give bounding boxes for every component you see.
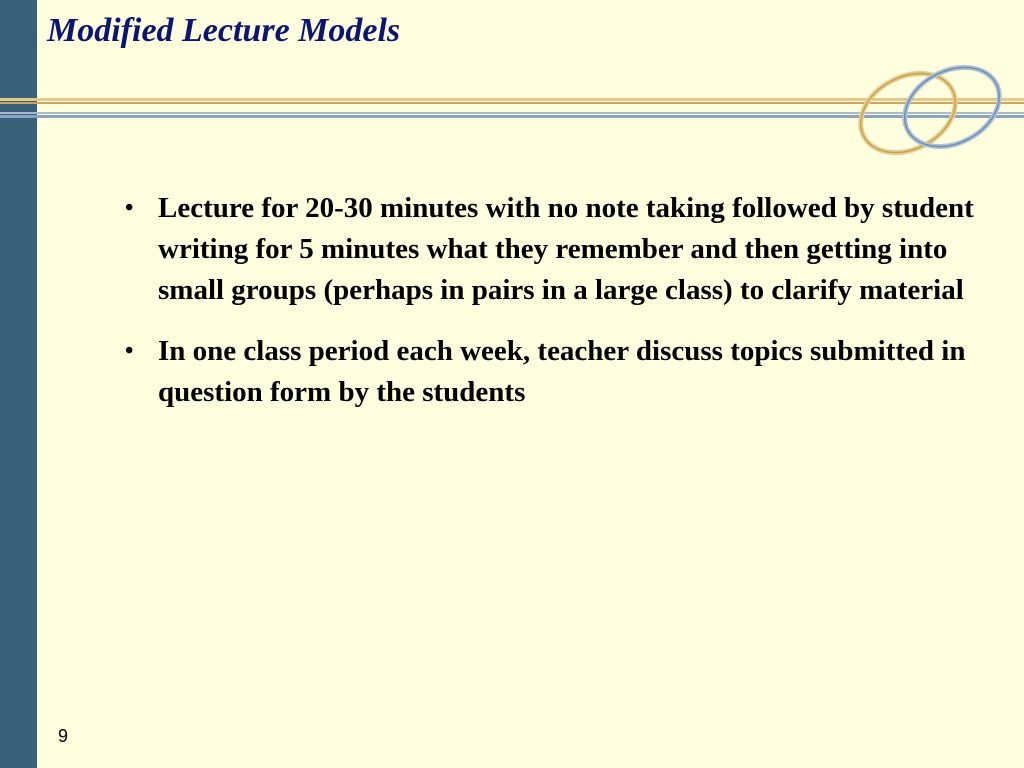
bullet-marker: • [125,195,134,221]
bullet-text: In one class period each week, teacher discuss topics submitted in question form by the students [158,335,966,408]
bullet-list [125,188,975,433]
page-number: 9 [58,726,69,746]
bullet-item [125,188,975,311]
interlocking-rings-icon [850,60,1010,160]
slide-title: Modified Lecture Models [47,12,401,49]
bullet-item [125,331,975,413]
bullet-marker: • [125,338,134,364]
bullet-text: Lecture for 20-30 minutes with no note taking followed by student writing for 5 minutes what they remember and then getting into small groups (perhaps in pairs in a large class) to clarify material [158,192,974,306]
